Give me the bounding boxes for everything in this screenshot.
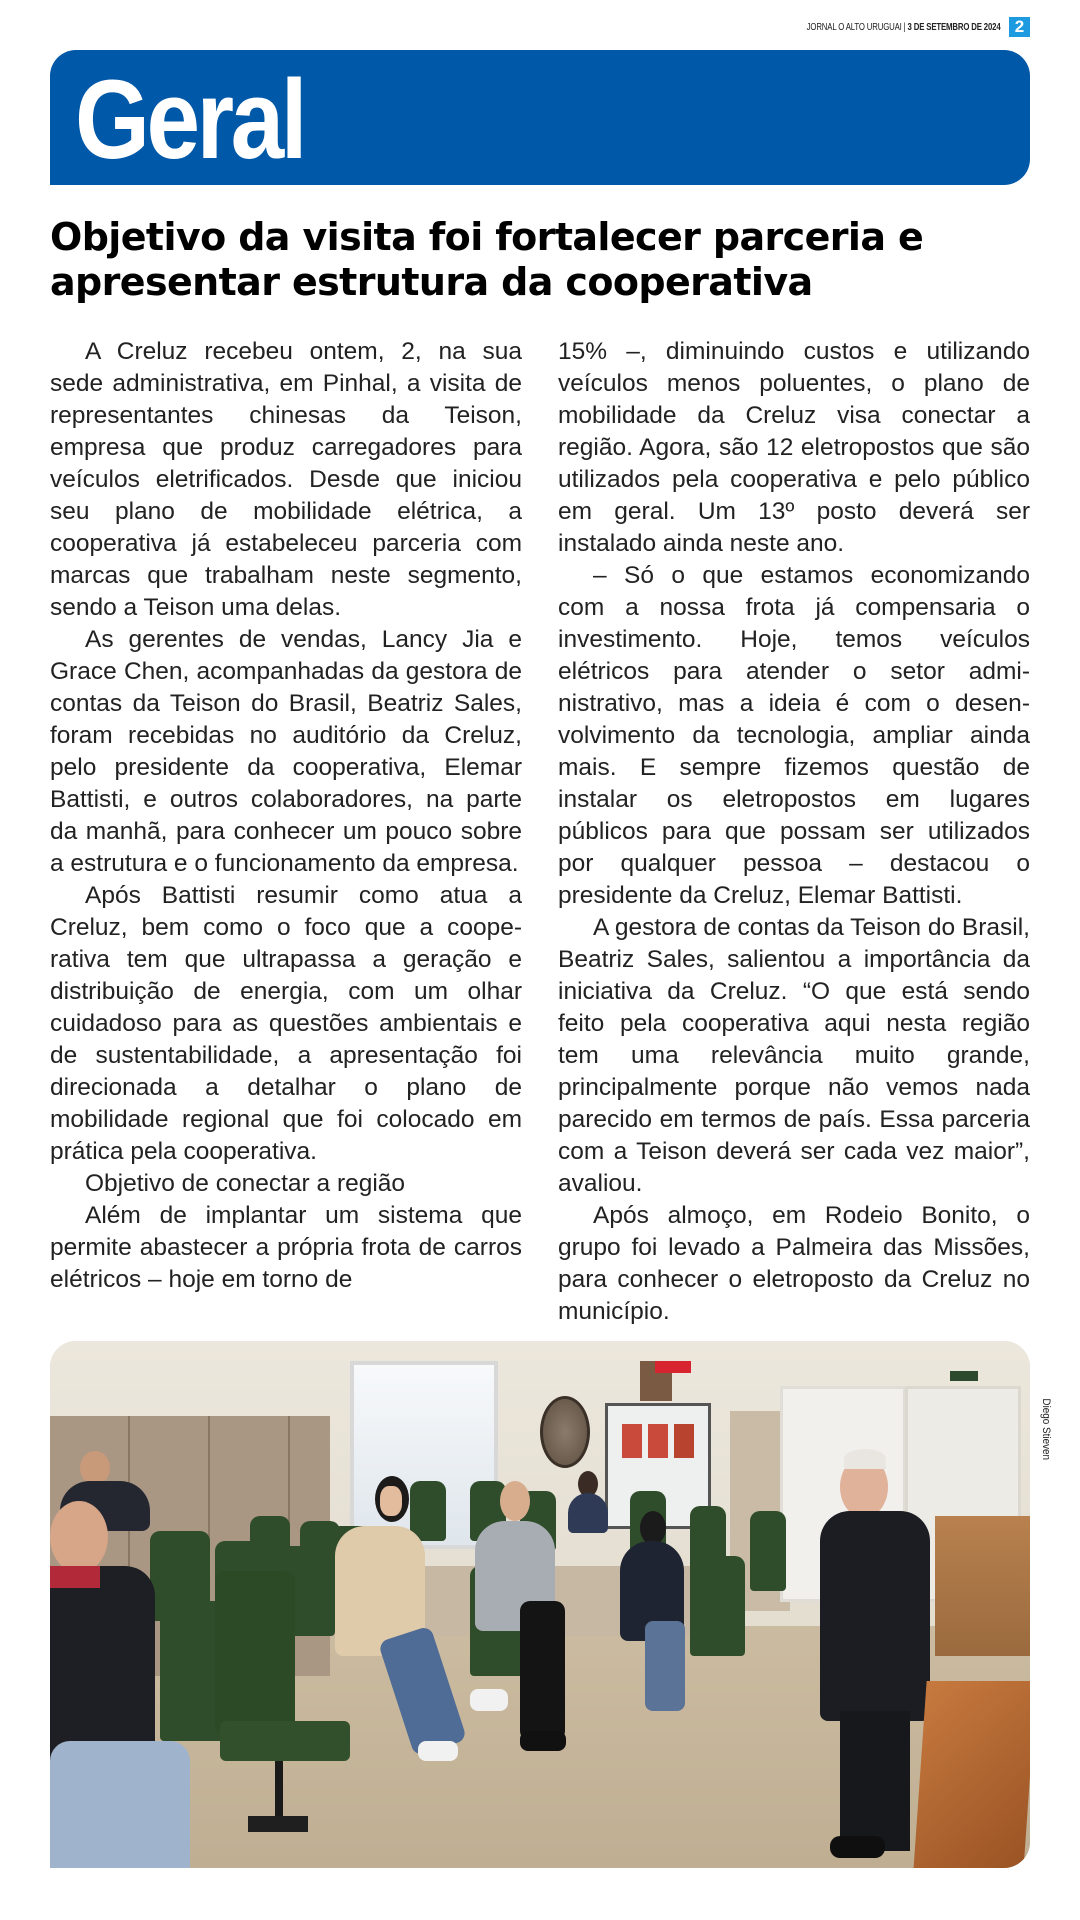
- exit-sign: [950, 1371, 978, 1381]
- masthead-text: [807, 22, 1001, 33]
- article-subhead: Objetivo de conectar a região: [85, 1170, 406, 1197]
- person-head: [640, 1511, 666, 1545]
- paragraph: A Creluz recebeu ontem, 2, na sua sede administrativa, em Pinhal, a visita de representantes chinesas da Teison, empresa que produz carregadores para veículos eletrificados. Desde que iniciou seu plano de mobilidade elétrica, a cooperativa já estabeleceu parceria com marcas que trabalham neste segmento, sendo a Teison uma delas.: [50, 338, 522, 621]
- person-head: [50, 1501, 108, 1573]
- photo-counter: [935, 1516, 1030, 1656]
- article-body: [50, 336, 1030, 1328]
- person-body: [568, 1493, 608, 1533]
- photo-desk: [913, 1681, 1030, 1868]
- person-trousers: [520, 1601, 565, 1741]
- photo-credit: Diego Stieven: [1040, 1398, 1052, 1461]
- issue-date: 3 DE SETEMBRO DE 2024: [908, 21, 1001, 33]
- person-collar: [50, 1566, 100, 1588]
- person-hair: [844, 1449, 886, 1469]
- publication-name: JORNAL O ALTO URUGUAI |: [807, 21, 907, 33]
- person-trousers: [840, 1711, 910, 1851]
- paragraph: As gerentes de vendas, Lancy Jia e Grace Chen, acompanhadas da gestora de contas da Teison do Brasil, Beatriz Sales, foram recebidas no auditório da Creluz, pelo presidente da cooperativa, Elemar Battisti, e outros colaboradores, na parte da manhã, para conhecer um pouco sobre a estrutura e o funcionamento da empresa.: [50, 626, 522, 877]
- masthead: [752, 17, 1030, 37]
- article-column-2: [558, 336, 1030, 1328]
- chair-seat: [220, 1721, 350, 1761]
- section-banner: [50, 50, 1030, 185]
- article-headline: Objetivo da visita foi fortalecer parceria e apresentar estrutura da cooperativa: [50, 215, 924, 304]
- article-column-1: [50, 336, 522, 1328]
- person-head: [80, 1451, 110, 1485]
- person-body: [50, 1566, 155, 1766]
- person-jeans: [645, 1621, 685, 1711]
- paragraph: Após almoço, em Rodeio Bonito, o grupo foi levado a Palmeira das Missões, para conhecer o eletroposto da Creluz no município.: [558, 1202, 1030, 1325]
- person-shoe: [470, 1689, 508, 1711]
- paragraph: Após Battisti resumir como atua a Creluz, bem como o foco que a cooperativa tem que ultrapassa a geração e distribuição de energia, com um olhar cuidadoso para as questões ambientais e de sustentabilidade, a apresentação foi direcionada a detalhar o plano de mobilidade regional que foi colocado em prática pela cooperativa.: [50, 882, 522, 1165]
- red-sign: [655, 1361, 691, 1373]
- chair-post: [275, 1761, 283, 1821]
- person-shoe: [520, 1731, 566, 1751]
- person-face: [380, 1486, 402, 1516]
- paragraph: – Só o que estamos economizando com a nossa frota já compensaria o investimento. Hoje, temos veículos elétricos para atender o setor administrativo, mas a ideia é com o desenvolvimento da tecnologia, ampliar ainda mais. E sempre fizemos questão de instalar os eletropostos em lugares públicos para que possam ser utilizados por qualquer pessoa – destacou o presidente da Creluz, Elemar Battisti.: [558, 562, 1030, 909]
- chair: [750, 1511, 786, 1591]
- person-head: [500, 1481, 530, 1521]
- person-shoe: [418, 1741, 458, 1761]
- page-number: 2: [1009, 17, 1030, 37]
- chair: [215, 1571, 295, 1731]
- paragraph: Além de implantar um sistema que permite abastecer a própria frota de carros elétricos – hoje em torno de: [50, 1202, 522, 1293]
- paragraph: A gestora de contas da Teison do Brasil, Beatriz Sales, salientou a importância da iniciativa da Creluz. “O que está sendo feito pela cooperativa aqui nesta região tem uma relevância muito grande, principalmente porque não vemos nada parecido em termos de país. Essa parceria com a Teison deverá ser cada vez maior”, avaliou.: [558, 914, 1030, 1197]
- chair: [410, 1481, 446, 1541]
- person-jacket: [820, 1511, 930, 1721]
- person-jeans: [50, 1741, 190, 1868]
- section-title: Geral: [75, 57, 305, 182]
- chair: [690, 1556, 745, 1656]
- article-photo: [50, 1341, 1030, 1868]
- decorative-plate-icon: [540, 1396, 590, 1468]
- chair-base: [248, 1816, 308, 1832]
- paragraph: 15% –, diminuindo custos e utilizando veículos menos poluentes, o plano de mobilidade da Creluz visa conectar a região. Agora, são 12 eletropostos que são utilizados pela cooperativa e pelo público em geral. Um 13º posto deverá ser instalado ainda neste ano.: [558, 338, 1030, 557]
- person-shoe: [830, 1836, 885, 1858]
